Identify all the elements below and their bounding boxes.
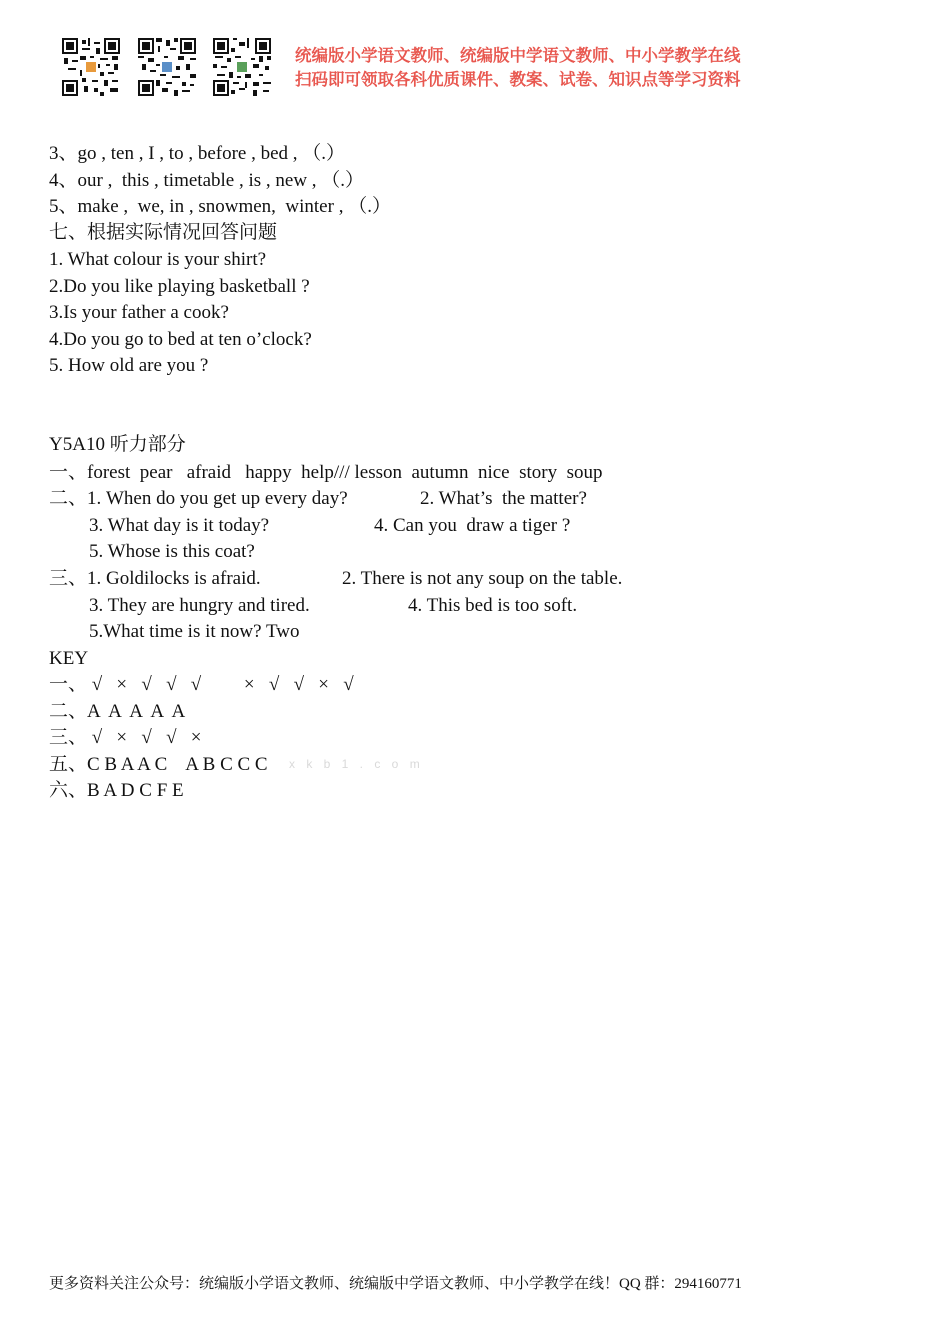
page-header [62, 38, 782, 98]
listening-part-1: 一、forest pear afraid happy help/// lesson autumn nice story soup [49, 462, 603, 483]
listening-part-2-q4: 4. Can you draw a tiger ? [374, 515, 571, 536]
key-part-6: 六、B A D C F E [49, 780, 184, 801]
section6-question-3: 3、go , ten , I , to , before , bed , （.） [49, 143, 346, 164]
listening-part-3-q4: 4. This bed is too soft. [408, 595, 578, 616]
listening-part-3-q1: 三、1. Goldilocks is afraid. [49, 568, 261, 589]
section7-question-5: 5. How old are you ? [49, 355, 209, 376]
qr-code-icon[interactable] [138, 38, 196, 96]
section7-question-3: 3.Is your father a cook? [49, 302, 229, 323]
listening-part-2-q2: 2. What’s the matter? [420, 488, 587, 509]
page-footer: 更多资料关注公众号：统编版小学语文教师、统编版中学语文教师、中小学教学在线！QQ 群：294160771 [49, 1276, 742, 1292]
listening-part-3-q3: 3. They are hungry and tired. [89, 595, 310, 616]
listening-part-3-q5: 5.What time is it now? Two [89, 621, 300, 642]
listening-part-2-q5: 5. Whose is this coat? [89, 541, 255, 562]
qr-code-icon[interactable] [213, 38, 271, 96]
section7-question-2: 2.Do you like playing basketball ? [49, 276, 310, 297]
listening-part-2-q1: 二、1. When do you get up every day? [49, 488, 348, 509]
section7-question-4: 4.Do you go to bed at ten o’clock? [49, 329, 312, 350]
section6-question-4: 4、our , this , timetable , is , new , （.） [49, 170, 365, 191]
listening-part-3-q2: 2. There is not any soup on the table. [342, 568, 623, 589]
banner-line-1: 统编版小学语文教师、统编版中学语文教师、中小学教学在线 [295, 46, 741, 65]
key-part-1: 一、 √ × √ √ √ × √ √ × √ [49, 674, 354, 695]
listening-title: Y5A10 听力部分 [49, 434, 186, 455]
key-part-5: 五、C B A A C A B C C C [49, 754, 268, 775]
key-title: KEY [49, 648, 89, 669]
section7-title: 七、根据实际情况回答问题 [49, 222, 278, 243]
promo-banner [295, 44, 741, 92]
section7-question-1: 1. What colour is your shirt? [49, 249, 267, 270]
qr-code-icon[interactable] [62, 38, 120, 96]
watermark: x k b 1 . c o m [289, 757, 424, 771]
banner-line-2: 扫码即可领取各科优质课件、教案、试卷、知识点等学习资料 [295, 70, 741, 89]
key-part-3: 三、 √ × √ √ × [49, 727, 202, 748]
section6-question-5: 5、make , we, in , snowmen, winter , （.） [49, 196, 391, 217]
key-part-2: 二、A A A A A [49, 701, 186, 722]
listening-part-2-q3: 3. What day is it today? [89, 515, 270, 536]
